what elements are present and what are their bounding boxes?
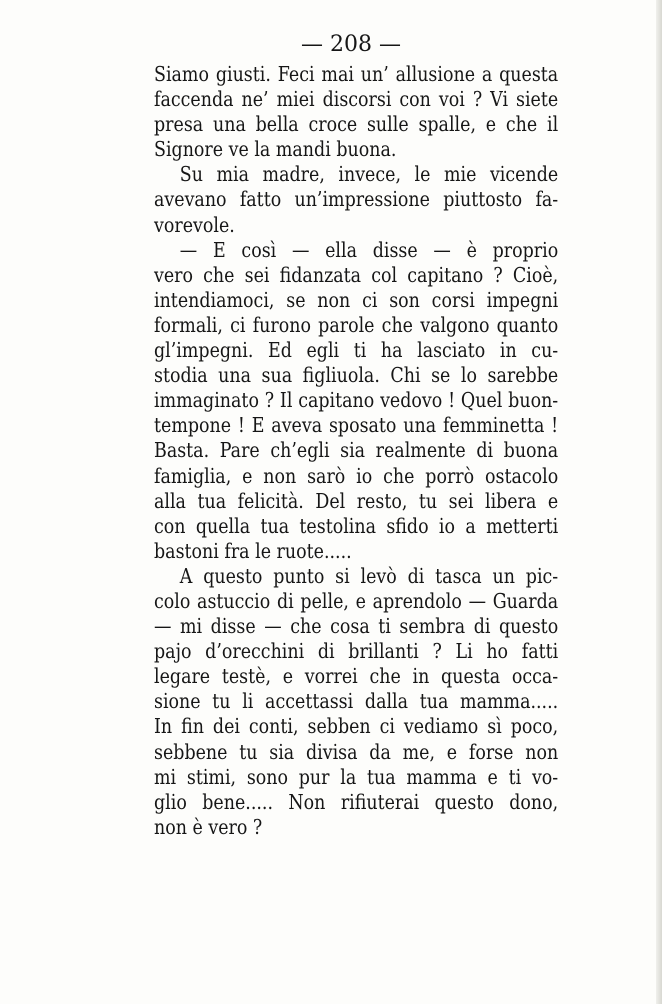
text-line: Su mia madre, invece, le mie vicende bbox=[179, 162, 559, 187]
body-text bbox=[154, 62, 559, 840]
text-line: vero che sei fidanzata col capitano ? Cioè, bbox=[154, 262, 559, 287]
text-line: avevano fatto un’impressione piuttosto fa- bbox=[154, 187, 559, 212]
text-line: legare testè, e vorrei che in questa occa- bbox=[154, 664, 559, 689]
text-line: Siamo giusti. Feci mai un’ allusione a questa bbox=[154, 62, 559, 86]
text-line: pajo d’orecchini di brillanti ? Li ho fatti bbox=[154, 639, 559, 664]
text-line: alla tua felicità. Del resto, tu sei libera e bbox=[154, 488, 559, 513]
text-line: glio bene..... Non rifiuterai questo dono, bbox=[154, 789, 559, 814]
text-line: In fin dei conti, sebben ci vediamo sì poco, bbox=[154, 714, 559, 739]
text-line: mi stimi, sono pur la tua mamma e ti vo- bbox=[154, 764, 559, 789]
text-line: vorevole. bbox=[154, 212, 235, 237]
text-line: tempone ! E aveva sposato una femminetta ! bbox=[154, 413, 559, 438]
text-line: stodia una sua figliuola. Chi se lo sarebbe bbox=[154, 363, 559, 388]
text-line: A questo punto si levò di tasca un pic- bbox=[179, 563, 559, 588]
text-line: sebbene tu sia divisa da me, e forse non bbox=[154, 739, 559, 764]
text-line: formali, ci furono parole che valgono quanto bbox=[154, 312, 559, 337]
text-line: intendiamoci, se non ci son corsi impegni bbox=[154, 287, 559, 312]
text-line: — mi disse — che cosa ti sembra di questo bbox=[154, 614, 559, 639]
text-line: — E così — ella disse — è proprio bbox=[179, 237, 559, 262]
text-line: faccenda ne’ miei discorsi con voi ? Vi siete bbox=[154, 87, 559, 112]
text-line: bastoni fra le ruote..... bbox=[154, 538, 352, 563]
text-line: Basta. Pare ch’egli sia realmente di buona bbox=[154, 438, 559, 463]
page-edge bbox=[656, 0, 662, 1004]
text-line: Signore ve la mandi buona. bbox=[154, 137, 397, 162]
text-line: gl’impegni. Ed egli ti ha lasciato in cu- bbox=[154, 338, 559, 363]
text-line: immaginato ? Il capitano vedovo ! Quel buon- bbox=[154, 388, 559, 413]
text-line: famiglia, e non sarò io che porrò ostacolo bbox=[154, 463, 559, 488]
text-line: presa una bella croce sulle spalle, e che il bbox=[154, 112, 559, 137]
text-line: sione tu li accettassi dalla tua mamma..... bbox=[154, 689, 559, 714]
page-number: — 208 — bbox=[301, 32, 401, 57]
text-line: colo astuccio di pelle, e aprendolo — Guarda bbox=[154, 588, 559, 613]
text-line: non è vero ? bbox=[154, 814, 263, 839]
text-line: con quella tua testolina sfido io a metterti bbox=[154, 513, 559, 538]
